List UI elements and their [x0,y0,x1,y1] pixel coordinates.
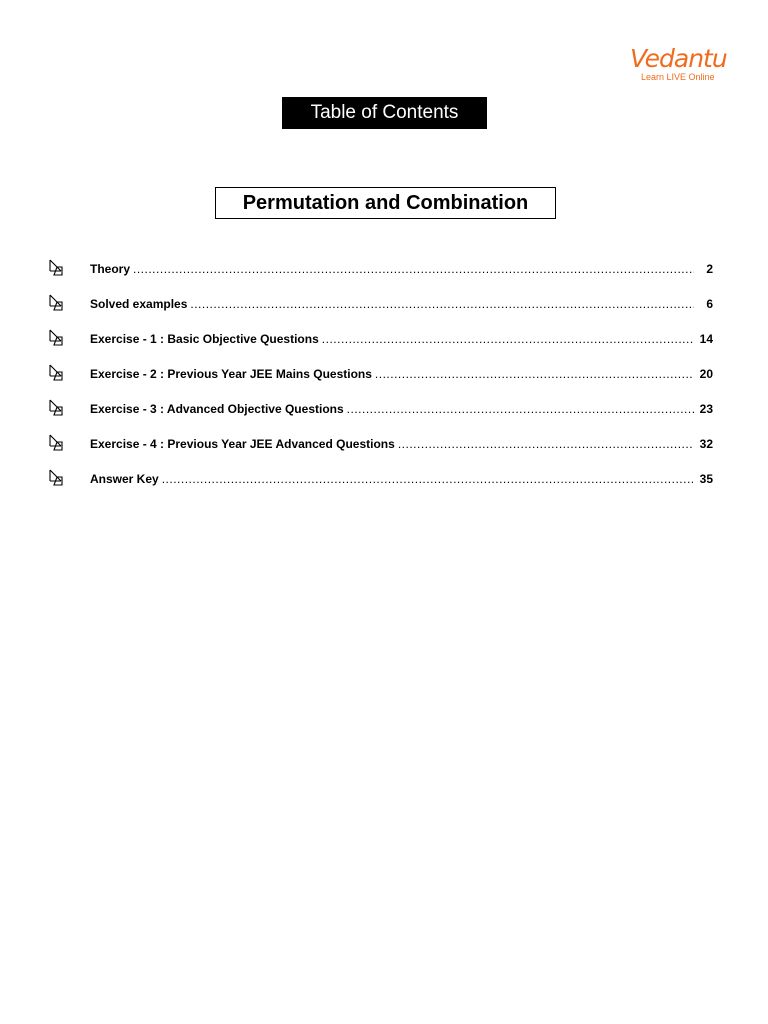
toc-page-number: 14 [699,332,713,346]
toc-entry-line [90,436,713,452]
arrow-bullet-icon [47,294,65,312]
toc-page-number: 32 [699,437,713,451]
toc-entry-line [90,296,713,312]
toc-entry-title: Answer Key [90,472,159,486]
dot-leader [133,261,694,277]
arrow-bullet-icon [47,259,65,277]
dot-leader [190,296,694,312]
toc-entry-title: Exercise - 1 : Basic Objective Questions [90,332,319,346]
toc-page-number: 20 [699,367,713,381]
logo-tagline: Learn LIVE Online [641,72,715,82]
arrow-bullet-icon [47,434,65,452]
toc-entry-line [90,401,713,417]
dot-leader [162,471,694,487]
toc-entry-exercise-2[interactable] [0,363,768,398]
toc-page-number: 6 [706,297,713,311]
toc-entry-exercise-3[interactable] [0,398,768,433]
toc-entry-title: Exercise - 4 : Previous Year JEE Advanced Questions [90,437,395,451]
toc-entry-exercise-4[interactable] [0,433,768,468]
toc-page-number: 35 [699,472,713,486]
toc-entry-line [90,331,713,347]
dot-leader [398,436,694,452]
toc-entry-theory[interactable] [0,258,768,293]
arrow-bullet-icon [47,364,65,382]
toc-entry-line [90,471,713,487]
toc-list [0,258,768,503]
arrow-bullet-icon [47,329,65,347]
toc-entry-exercise-1[interactable] [0,328,768,363]
logo-brand-name: Vedantu [630,44,727,73]
toc-entry-title: Solved examples [90,297,188,311]
toc-entry-title: Theory [90,262,131,276]
dot-leader [347,401,694,417]
toc-entry-solved-examples[interactable] [0,293,768,328]
vedantu-logo [630,46,730,83]
arrow-bullet-icon [47,469,65,487]
toc-entry-answer-key[interactable] [0,468,768,503]
toc-entry-line [90,366,713,382]
subject-title: Permutation and Combination [215,187,556,219]
dot-leader [322,331,694,347]
toc-page-number: 2 [706,262,713,276]
table-of-contents-banner: Table of Contents [282,97,487,129]
toc-entry-line [90,261,713,277]
toc-page-number: 23 [699,402,713,416]
arrow-bullet-icon [47,399,65,417]
dot-leader [375,366,694,382]
toc-entry-title: Exercise - 3 : Advanced Objective Questions [90,402,344,416]
toc-entry-title: Exercise - 2 : Previous Year JEE Mains Questions [90,367,372,381]
